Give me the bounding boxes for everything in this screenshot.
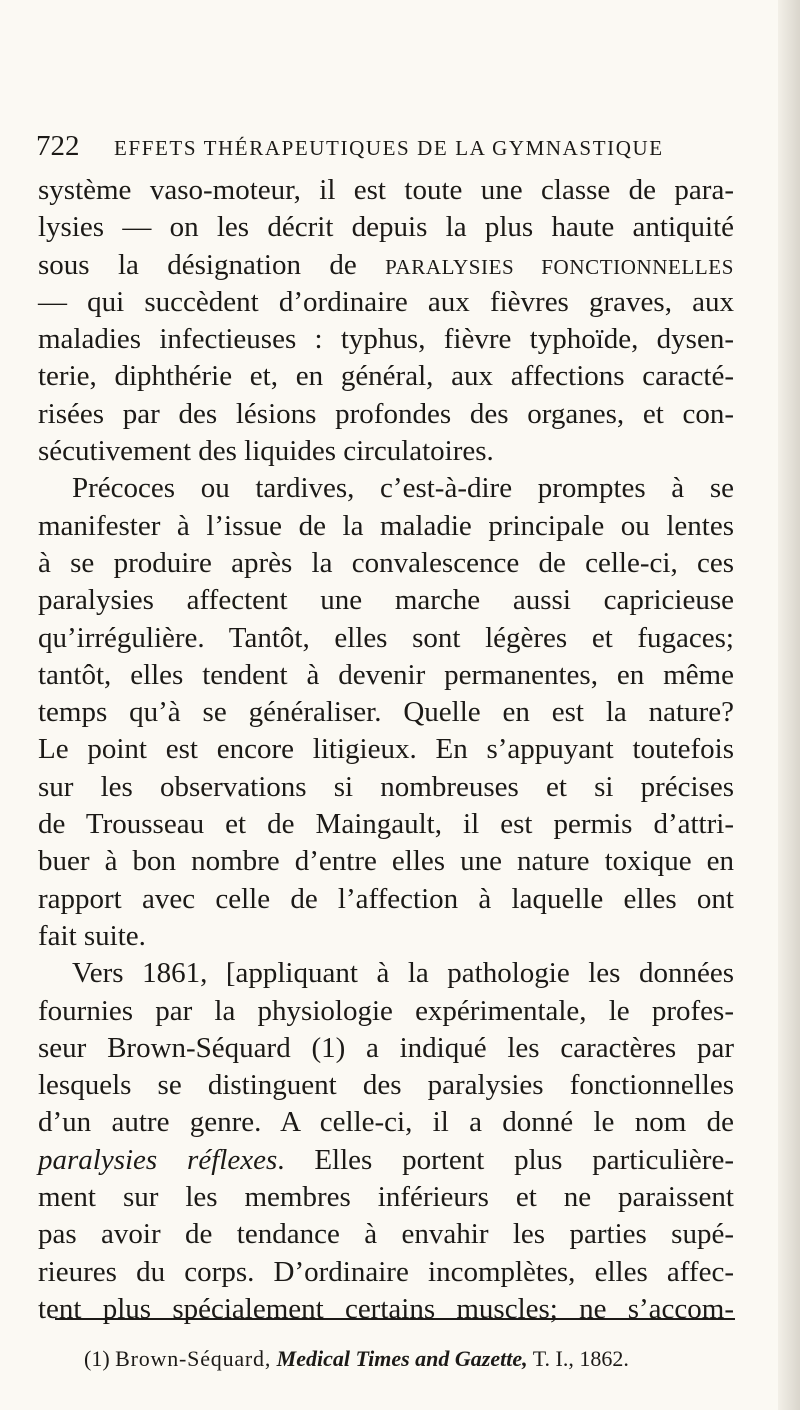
footnote-author: Brown-Séquard, [115, 1346, 272, 1371]
text-line: pas avoir de tendance à envahir les parties supé- [38, 1218, 734, 1251]
italic-term: paralysies réflexes [38, 1143, 278, 1176]
running-title: EFFETS THÉRAPEUTIQUES DE LA GYMNASTIQUE [114, 136, 664, 160]
text-line: seur Brown-Séquard (1) a indiqué les caractères par [38, 1031, 734, 1064]
text-line: rieures du corps. D’ordinaire incomplètes, elles affec- [38, 1255, 734, 1288]
text-line: Précoces ou tardives, c’est-à-dire promptes à se [72, 472, 734, 505]
text-line: Le point est encore litigieux. En s’appuyant toutefois [38, 733, 734, 766]
footnote [84, 1344, 744, 1374]
text-line: tantôt, elles tendent à devenir permanentes, en même [38, 658, 734, 691]
footnote-rule [55, 1318, 735, 1320]
page-edge-shadow [778, 0, 800, 1410]
text-line: maladies infectieuses : typhus, fièvre typhoïde, dysen- [38, 323, 734, 356]
text-line: d’un autre genre. A celle-ci, il a donné le nom de [38, 1106, 734, 1139]
text-line: tent plus spécialement certains muscles; ne s’accom- [38, 1292, 734, 1325]
paragraph-2 [38, 470, 734, 955]
text-line: temps qu’à se généraliser. Quelle en est la nature? [38, 696, 734, 729]
text-line: fournies par la physiologie expérimentale, le profes- [38, 994, 734, 1027]
page-number: 722 [36, 130, 80, 162]
text-line: lesquels se distinguent des paralysies fonctionnelles [38, 1069, 734, 1102]
text-line: manifester à l’issue de la maladie principale ou lentes [38, 509, 734, 542]
footnote-marker: (1) [84, 1346, 110, 1371]
text-line: buer à bon nombre d’entre elles une nature toxique en [38, 845, 734, 878]
text-line: sécutivement des liquides circulatoires. [38, 435, 494, 468]
text-line: risées par des lésions profondes des organes, et con- [38, 397, 734, 430]
text-line: qu’irrégulière. Tantôt, elles sont légères et fugaces; [38, 621, 734, 654]
page-header [36, 128, 736, 168]
text-line: Vers 1861, [appliquant à la pathologie les données [72, 957, 734, 990]
text-line: lysies — on les décrit depuis la plus haute antiquité [38, 211, 734, 244]
text-line: — qui succèdent d’ordinaire aux fièvres graves, aux [38, 285, 734, 318]
text-line: paralysies affectent une marche aussi capricieuse [38, 584, 734, 617]
text-line: à se produire après la convalescence de celle-ci, ces [38, 546, 734, 579]
text-line-start: sous la désignation de [38, 248, 357, 281]
text-line: de Trousseau et de Maingault, il est permis d’attri- [38, 808, 734, 841]
body-text [38, 172, 734, 1328]
text-line [38, 1142, 734, 1179]
text-line: fait suite. [38, 919, 146, 952]
footnote-journal: Medical Times and Gazette, [276, 1346, 528, 1371]
small-caps-term: PARALYSIES FONCTIONNELLES [385, 254, 734, 279]
footnote-reference: T. I., 1862. [532, 1346, 629, 1371]
text-line: système vaso-moteur, il est toute une classe de para- [38, 174, 734, 206]
text-line: rapport avec celle de l’affection à laquelle elles ont [38, 882, 734, 915]
paragraph-1 [38, 172, 734, 470]
text-line: terie, diphthérie et, en général, aux affections caracté- [38, 360, 734, 393]
text-line-end: . Elles portent plus particulière- [277, 1143, 734, 1176]
text-line [38, 247, 734, 284]
text-line: ment sur les membres inférieurs et ne paraissent [38, 1181, 734, 1214]
paragraph-3 [38, 955, 734, 1328]
text-line: sur les observations si nombreuses et si précises [38, 770, 734, 803]
